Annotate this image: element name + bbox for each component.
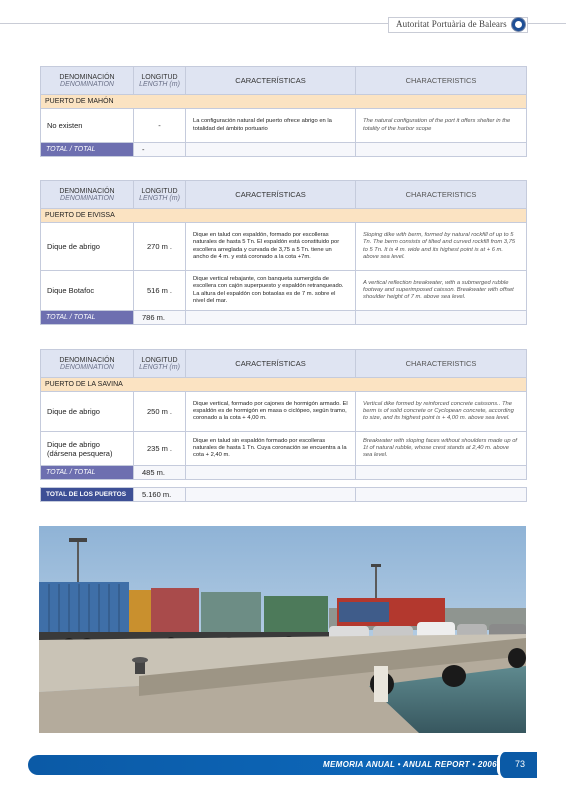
row-name: Dique Botafoc <box>41 271 134 311</box>
table-row <box>41 392 527 432</box>
table-row <box>41 109 527 143</box>
total-row <box>41 466 527 480</box>
table-row <box>41 271 527 311</box>
col-length: LONGITUD LENGTH (m) <box>134 350 186 378</box>
col-denomination: DENOMINACIÓN DENOMINATION <box>41 350 134 378</box>
total-value: 485 m. <box>134 466 186 480</box>
row-length: 235 m . <box>134 432 186 466</box>
total-value: - <box>134 143 186 157</box>
grand-total-row <box>41 488 527 502</box>
page-number: 73 <box>515 759 526 769</box>
header-title: Autoritat Portuària de Balears <box>396 19 507 29</box>
total-label: TOTAL / TOTAL <box>41 311 134 325</box>
col-caracteristicas: CARACTERÍSTICAS <box>186 350 356 378</box>
port-authority-logo-icon <box>511 17 526 32</box>
row-desc-en: Vertical dike formed by reinforced concrete caissons.. The berm is of solid concrete or Cyclopean concrete, according to size, and its highest point is + 4,00 m. above sea level. <box>356 392 527 432</box>
table-header-row <box>41 67 527 95</box>
col-caracteristicas: CARACTERÍSTICAS <box>186 181 356 209</box>
table-eivissa <box>40 180 527 325</box>
row-name: No existen <box>41 109 134 143</box>
row-length: 270 m . <box>134 223 186 271</box>
col-denomination: DENOMINACIÓN DENOMINATION <box>41 181 134 209</box>
total-row <box>41 143 527 157</box>
row-length: - <box>134 109 186 143</box>
row-name: Dique de abrigo <box>41 223 134 271</box>
row-desc-en: Sloping dike with berm, formed by natural rockfill of up to 5 Tn. The berm consists of tilted and curved rockfill from 3,75 to 5 Tn. It is 4 m. wide and its highest point is at + 6 m. above sea level. <box>356 223 527 271</box>
table-header-row <box>41 350 527 378</box>
row-desc-es: Dique vertical rebajante, con banqueta sumergida de escollera con cajón superpuesto y espaldón retranqueado. La altura del espaldón con botaolas es de 7 m. sobre el nivel del mar. <box>186 271 356 311</box>
grand-total-label: TOTAL DE LOS PUERTOS <box>41 488 134 502</box>
row-desc-es: Dique en talud con espaldón, formado por escolleras naturales de hasta 5 Tn. El espaldón está constituido por escollera arreglada y curvada de 3,75 a 5 Tn. tiene un ancho de 4 m. y está coronado a la cota +7m. <box>186 223 356 271</box>
total-row <box>41 311 527 325</box>
footer-report-title: MEMORIA ANUAL • ANUAL REPORT • 2006 <box>323 760 497 769</box>
row-length: 516 m . <box>134 271 186 311</box>
col-characteristics: CHARACTERISTICS <box>356 181 527 209</box>
port-name: PUERTO DE MAHÓN <box>41 95 527 109</box>
grand-total-value: 5.160 m. <box>134 488 186 502</box>
row-desc-es: Dique vertical, formado por cajones de hormigón armado. El espaldón es de hormigón en masa o ciclópeo, según tramo, coronado a la cota + 4,00 m. <box>186 392 356 432</box>
port-name: PUERTO DE EIVISSA <box>41 209 527 223</box>
row-desc-en: The natural configuration of the port it offers shelter in the totality of the harbor scope <box>356 109 527 143</box>
table-row <box>41 223 527 271</box>
col-characteristics: CHARACTERISTICS <box>356 67 527 95</box>
row-name: Dique de abrigo <box>41 392 134 432</box>
total-label: TOTAL / TOTAL <box>41 466 134 480</box>
table-header-row <box>41 181 527 209</box>
row-desc-es: La configuración natural del puerto ofrece abrigo en la totalidad del ámbito portuario <box>186 109 356 143</box>
col-caracteristicas: CARACTERÍSTICAS <box>186 67 356 95</box>
col-length: LONGITUD LENGTH (m) <box>134 67 186 95</box>
table-savina <box>40 349 527 502</box>
total-value: 786 m. <box>134 311 186 325</box>
row-name: Dique de abrigo (dársena pesquera) <box>41 432 134 466</box>
col-characteristics: CHARACTERISTICS <box>356 350 527 378</box>
row-desc-en: A vertical reflection breakwater, with a submerged rubble footway and superimposed caisson. Breakwater with offset shoulder height of 7 m. above sea level. <box>356 271 527 311</box>
table-mahon <box>40 66 527 157</box>
table-row <box>41 432 527 466</box>
row-length: 250 m . <box>134 392 186 432</box>
port-name: PUERTO DE LA SAVINA <box>41 378 527 392</box>
total-label: TOTAL / TOTAL <box>41 143 134 157</box>
row-desc-es: Dique en talud sin espaldón formado por escolleras naturales de hasta 1 Tn. Cuya coronación se encuentra a la cota + 2,40 m. <box>186 432 356 466</box>
col-length: LONGITUD LENGTH (m) <box>134 181 186 209</box>
row-desc-en: Breakwater with sloping faces without shoulders made up of 1t of natural rubble, whose crest stands at 2,40 m. above sea level. <box>356 432 527 466</box>
col-denomination: DENOMINACIÓN DENOMINATION <box>41 67 134 95</box>
port-photo <box>39 526 526 733</box>
